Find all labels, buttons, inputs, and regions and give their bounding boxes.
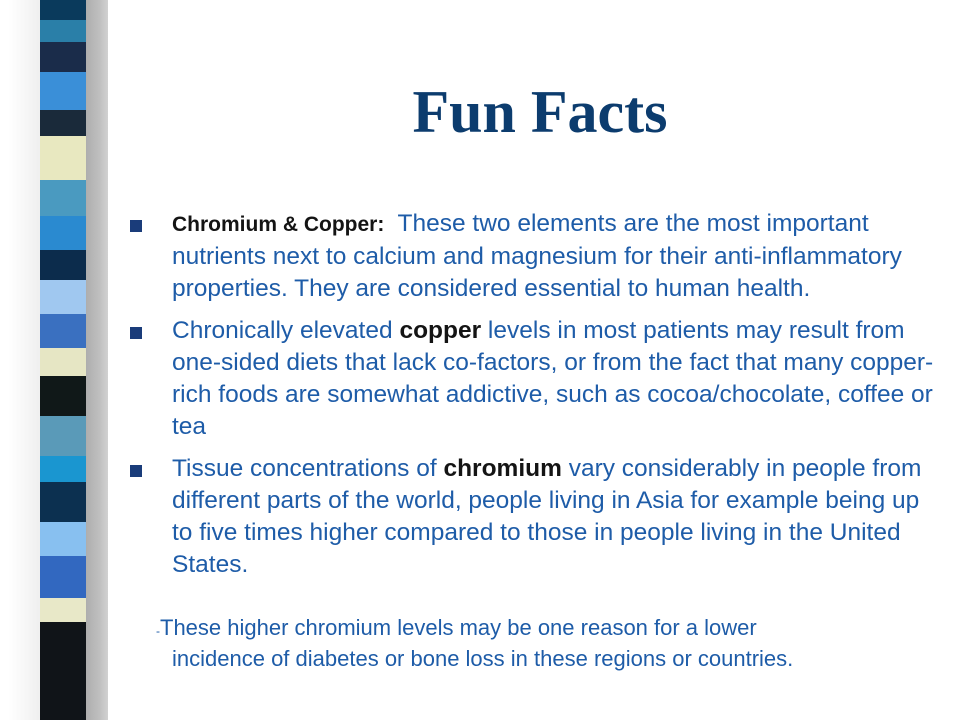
bullet-item — [130, 453, 940, 581]
stripe — [40, 622, 86, 720]
square-bullet-icon — [130, 327, 142, 339]
bullet-item — [130, 208, 940, 305]
stripe — [40, 416, 86, 456]
stripe — [40, 250, 86, 280]
stripe — [40, 136, 86, 180]
stripe — [40, 522, 86, 556]
bullet-item — [130, 315, 940, 443]
square-bullet-icon — [130, 465, 142, 477]
bullet-text — [172, 208, 940, 305]
square-bullet-icon — [130, 220, 142, 232]
bullet-body-before: Chronically elevated — [172, 317, 400, 344]
stripe — [40, 348, 86, 376]
stripe — [40, 72, 86, 110]
bullet-emphasis: copper — [399, 317, 482, 344]
stripe — [40, 0, 86, 20]
bullet-list — [130, 208, 940, 591]
stripe — [40, 110, 86, 136]
bullet-body-before: Tissue concentrations of — [172, 455, 444, 482]
bullet-text — [172, 315, 940, 443]
stripe — [40, 180, 86, 216]
stripe — [40, 598, 86, 622]
bullet-body: These two elements are the most important nutrients next to calcium and magnesium for their anti-inflammatory properties. They are considered essential to human health. — [172, 210, 902, 302]
sub-bullet — [156, 614, 946, 673]
stripe — [40, 280, 86, 314]
bullet-body-after: vary considerably in people from different parts of the world, people living in Asia for example being up to five times higher compared to those in people living in the United States. — [172, 455, 922, 578]
stripe — [40, 314, 86, 348]
bullet-body-after: levels in most patients may result from one-sided diets that lack co-factors, or from the fact that many copper-rich foods are somewhat addictive, such as cocoa/chocolate, coffee or tea — [172, 317, 934, 440]
bullet-text — [172, 453, 940, 581]
sub-bullet-line-1: These higher chromium levels may be one reason for a lower — [160, 615, 757, 640]
stripe — [40, 216, 86, 250]
decorative-stripe-bar — [0, 0, 108, 720]
slide-title: Fun Facts — [412, 79, 668, 145]
bullet-lead: Chromium & Copper: — [172, 213, 385, 236]
stripe — [40, 556, 86, 598]
stripe — [40, 376, 86, 416]
stripe — [40, 42, 86, 72]
stripe — [40, 20, 86, 42]
bullet-emphasis: chromium — [443, 455, 562, 482]
sub-bullet-dash: - — [156, 624, 160, 638]
stripe — [40, 482, 86, 522]
stripe-shadow — [86, 0, 108, 720]
sub-bullet-line-2: incidence of diabetes or bone loss in these regions or countries. — [172, 646, 794, 671]
stripe — [40, 456, 86, 482]
